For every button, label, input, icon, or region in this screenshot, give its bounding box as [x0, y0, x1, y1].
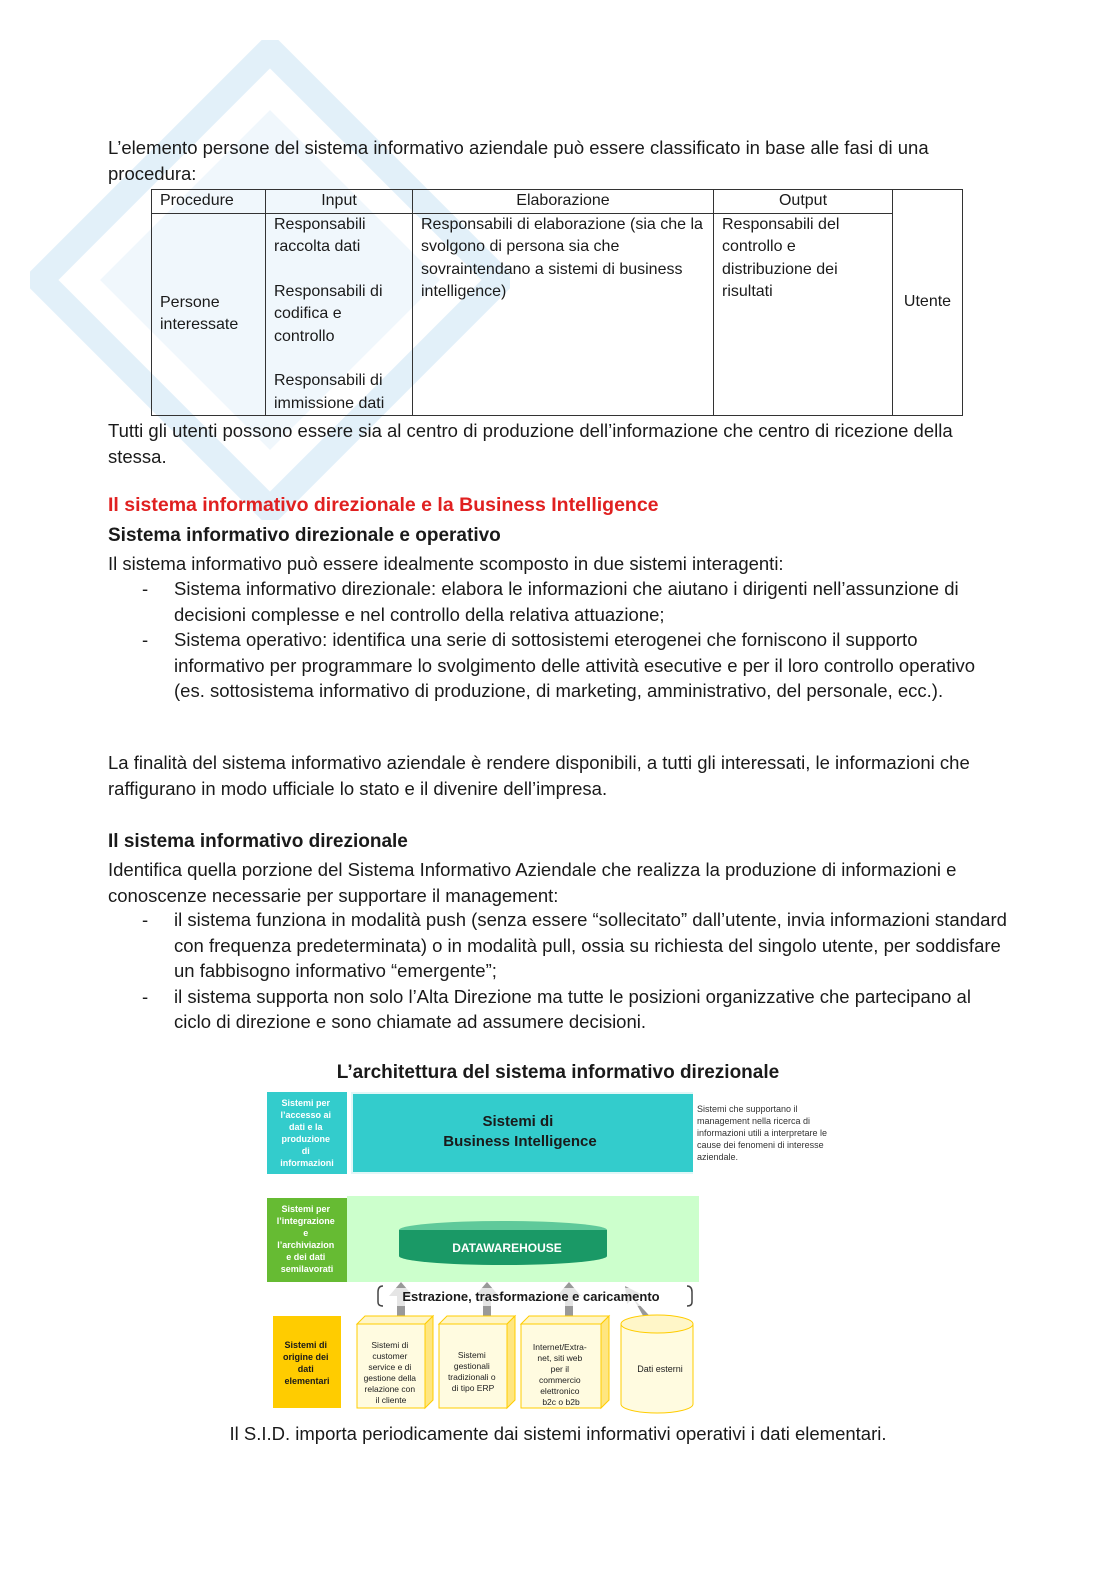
source-web-label: Internet/Extra- net, siti web per il commercio elettronico b2c o b2b: [532, 1342, 587, 1407]
bi-box-label: Sistemi di Business Intelligence: [443, 1113, 597, 1150]
bi-note: Sistemi che supportano il management nella ricerca di informazioni utili a interpretare le cause dei fenomeni di interesse aziendale.: [697, 1104, 828, 1162]
cell-input: [266, 213, 413, 416]
level3-label-box: [273, 1316, 341, 1408]
sub1-list: [108, 576, 1008, 704]
header-procedure: Procedure: [152, 190, 266, 214]
list-item: - il sistema funziona in modalità push (senza essere “sollecitato” dall’utente, invia informazioni standard con frequenza predeterminata) o in modalità pull, ossia su richiesta del singolo utente, per soddisfare un fabbisogno informativo “emergente”;: [108, 907, 1008, 984]
list-item: - il sistema supporta non solo l’Alta Direzione ma tutte le posizioni organizzative che partecipano al ciclo di direzione e sono chiamate ad assumere decisioni.: [108, 984, 1008, 1035]
after-table-text: Tutti gli utenti possono essere sia al centro di produzione dell’informazione che centro di ricezione della stessa.: [108, 420, 953, 467]
diagram-caption: Il S.I.D. importa periodicamente dai sistemi informativi operativi i dati elementari.: [229, 1423, 887, 1444]
finalita-text: La finalità del sistema informativo aziendale è rendere disponibili, a tutti gli interessati, le informazioni che raffigurano in modo ufficiale lo stato e il divenire dell’impresa.: [108, 752, 970, 799]
source-erp-label: Sistemi gestionali tradizionali o di tipo ERP: [447, 1350, 496, 1393]
input-codifica: Responsabili di codifica e controllo: [274, 282, 383, 345]
header-input: Input: [266, 190, 413, 214]
procedure-table: [151, 189, 963, 416]
sub1-intro: Il sistema informativo può essere idealmente scomposto in due sistemi interagenti:: [108, 553, 784, 574]
architecture-diagram: [265, 1090, 855, 1420]
sub2-title: Il sistema informativo direzionale: [108, 831, 408, 852]
sub1-title: Sistema informativo direzionale e operativo: [108, 525, 501, 546]
etl-label: Estrazione, trasformazione e caricamento: [402, 1289, 660, 1304]
header-output: Output: [714, 190, 893, 214]
cell-output: Responsabili del controllo e distribuzione dei risultati: [714, 213, 893, 416]
diagram-title: L’architettura del sistema informativo direzionale: [336, 1062, 780, 1083]
sub2-list: [108, 907, 1008, 1035]
etl-bracket-left: [378, 1286, 383, 1306]
etl-bracket-right: [687, 1286, 692, 1306]
section-title: Il sistema informativo direzionale e la Business Intelligence: [108, 494, 659, 516]
input-raccolta: Responsabili raccolta dati: [274, 215, 366, 255]
level1-label: Sistemi per l’accesso ai dati e la produzione di informazioni: [280, 1098, 334, 1168]
sub2-intro: Identifica quella porzione del Sistema Informativo Aziendale che realizza la produzione di informazioni e conoscenze necessarie per supportare il management:: [108, 859, 957, 906]
level2-label: Sistemi per l’integrazione e l’archiviazion e dei dati semilavorati: [276, 1204, 335, 1274]
datawarehouse-label: DATAWAREHOUSE: [452, 1241, 562, 1255]
source-crm-label: Sistemi di customer service e di gestione della relazione con il cliente: [363, 1340, 417, 1405]
header-elaborazione: Elaborazione: [413, 190, 714, 214]
cell-elaborazione: Responsabili di elaborazione (sia che la svolgono di persona sia che sovraintendano a sistemi di business intelligence): [413, 213, 714, 416]
level3-label: Sistemi di origine dei dati elementari: [282, 1340, 330, 1386]
input-immissione: Responsabili di immissione dati: [274, 372, 385, 412]
intro-text: L’elemento persone del sistema informativo aziendale può essere classificato in base alle fasi di una procedura:: [108, 137, 929, 184]
cell-row-label: Persone interessate: [152, 213, 266, 416]
cell-utente: Utente: [893, 190, 963, 416]
list-item: - Sistema operativo: identifica una serie di sottosistemi eterogenei che forniscono il supporto informativo per programmare lo svolgimento delle attività esecutive e per il loro controllo operativo (es. sottosistema informativo di produzione, di marketing, amministrativo, del personale, ecc.).: [108, 627, 1008, 704]
source-external-label: Dati esterni: [637, 1364, 683, 1374]
list-item: - Sistema informativo direzionale: elabora le informazioni che aiutano i dirigenti nell’assunzione di decisioni complesse e nel controllo della relativa attuazione;: [108, 576, 1008, 627]
